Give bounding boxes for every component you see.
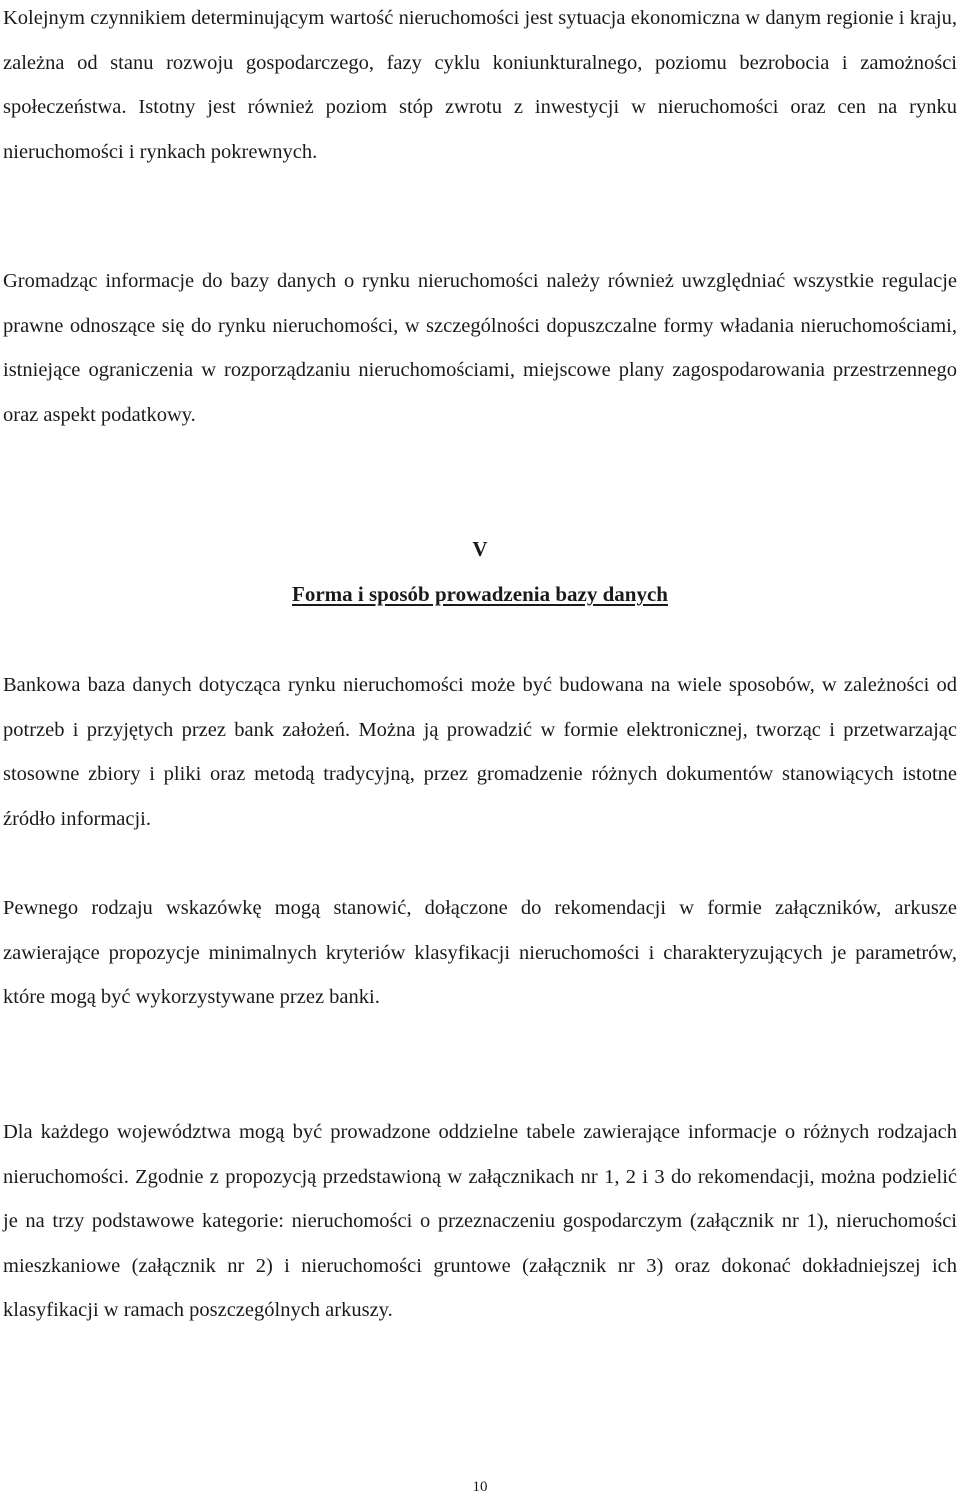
paragraph-economic-situation: Kolejnym czynnikiem determinującym wartość nieruchomości jest sytuacja ekonomiczna w danym regionie i kraju, zależna od stanu rozwoju gospodarczego, fazy cyklu koniunkturalnego, poziomu bezrobocia i zamożności społeczeństwa. Istotny jest również poziom stóp zwrotu z inwestycji w nieruchomości oraz cen na rynku nieruchomości i rynkach pokrewnych. [3,7,957,163]
page-number: 10 [472,1479,488,1495]
section-title: Forma i sposób prowadzenia bazy danych [292,582,668,606]
section-number: V [472,537,488,561]
paragraph-legal-regulations: Gromadząc informacje do bazy danych o rynku nieruchomości należy również uwzględniać wszystkie regulacje prawne odnoszące się do rynku nieruchomości, w szczególności dopuszczalne formy władania nieruchomościami, istniejące ograniczenia w rozporządzaniu nieruchomościami, miejscowe plany zagospodarowania przestrzennego oraz aspekt podatkowy. [3,270,957,426]
paragraph-bank-database: Bankowa baza danych dotycząca rynku nieruchomości może być budowana na wiele sposobów, w zależności od potrzeb i przyjętych przez bank założeń. Można ją prowadzić w formie elektronicznej, tworząc i przetwarzając stosowne zbiory i pliki oraz metodą tradycyjną, przez gromadzenie różnych dokumentów stanowiących istotne źródło informacji. [3,674,957,830]
section-heading [0,577,960,611]
paragraph-voivodeship-tables: Dla każdego województwa mogą być prowadzone oddzielne tabele zawierające informacje o różnych rodzajach nieruchomości. Zgodnie z propozycją przedstawioną w załącznikach nr 1, 2 i 3 do rekomendacji, można podzielić je na trzy podstawowe kategorie: nieruchomości o przeznaczeniu gospodarczym (załącznik nr 1), nieruchomości mieszkaniowe (załącznik nr 2) i nieruchomości gruntowe (załącznik nr 3) oraz dokonać dokładniejszej ich klasyfikacji w ramach poszczególnych arkuszy. [3,1121,957,1322]
paragraph-guidance-attachments: Pewnego rodzaju wskazówkę mogą stanowić, dołączone do rekomendacji w formie załączników, arkusze zawierające propozycje minimalnych kryteriów klasyfikacji nieruchomości i charakteryzujących je parametrów, które mogą być wykorzystywane przez banki. [3,897,957,1009]
